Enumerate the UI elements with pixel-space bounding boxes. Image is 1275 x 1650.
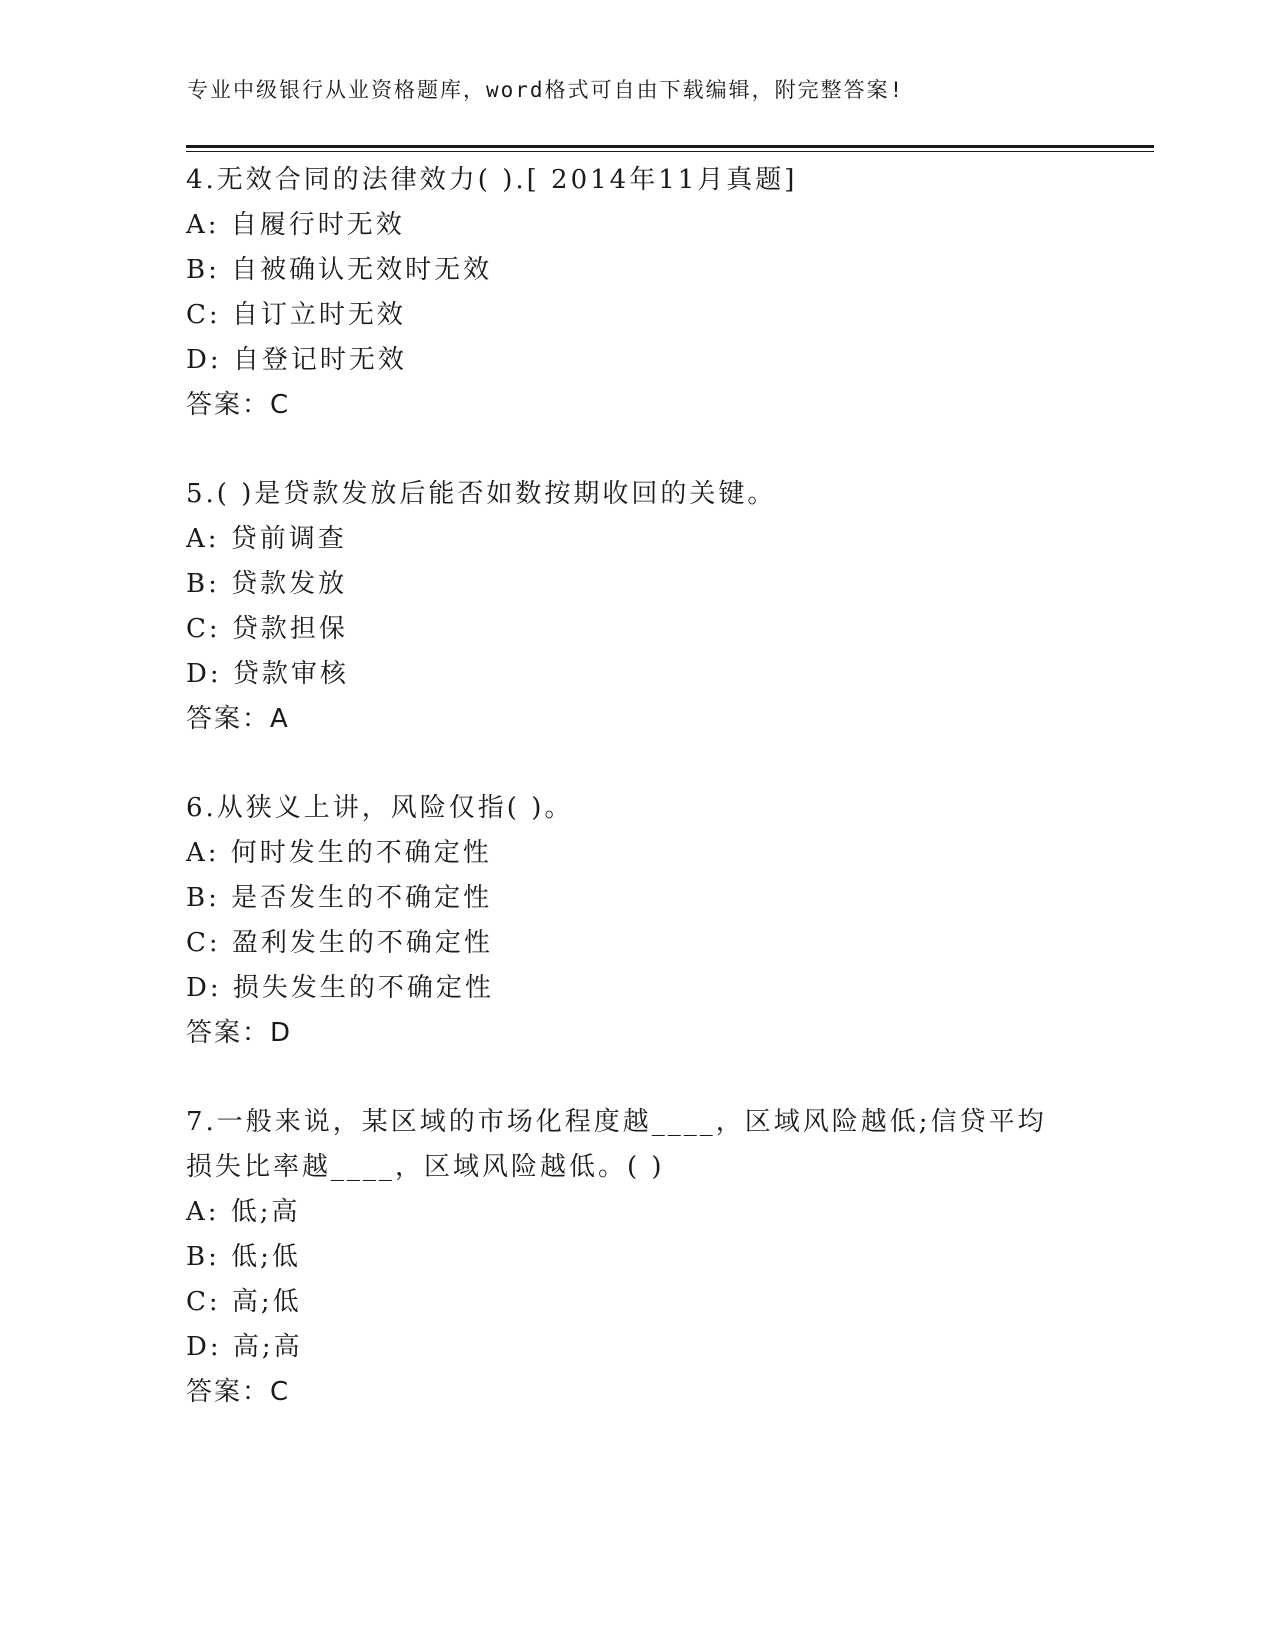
option-a: A: 自履行时无效 — [186, 210, 405, 240]
option-b: B: 贷款发放 — [186, 569, 348, 599]
question-title: 7.一般来说，某区域的市场化程度越____，区域风险越低;信贷平均损失比率越____，区域风险越低。( ) — [186, 1107, 1047, 1182]
question-list — [186, 158, 1086, 1459]
option-b: B: 自被确认无效时无效 — [186, 255, 493, 285]
header-text: 专业中级银行从业资格题库，word格式可自由下载编辑，附完整答案! — [187, 78, 905, 102]
question-item — [186, 158, 1086, 428]
answer-line: 答案：C — [186, 1377, 291, 1407]
option-d: D: 贷款审核 — [186, 659, 349, 689]
option-d: D: 高;高 — [186, 1332, 303, 1362]
header-rule-thick — [186, 145, 1154, 148]
option-d: D: 自登记时无效 — [186, 345, 407, 375]
option-a: A: 贷前调查 — [186, 524, 347, 554]
question-title: 5.( )是贷款发放后能否如数按期收回的关键。 — [186, 479, 777, 509]
answer-line: 答案：C — [186, 390, 291, 420]
answer-line: 答案：A — [186, 704, 290, 734]
option-a: A: 低;高 — [186, 1197, 301, 1227]
option-c: C: 盈利发生的不确定性 — [186, 928, 493, 958]
option-a: A: 何时发生的不确定性 — [186, 838, 492, 868]
option-b: B: 是否发生的不确定性 — [186, 883, 493, 913]
question-title: 6.从狭义上讲，风险仅指( )。 — [186, 793, 574, 823]
option-c: C: 贷款担保 — [186, 614, 348, 644]
question-item — [186, 472, 1086, 742]
answer-line: 答案：D — [186, 1018, 293, 1048]
header-rule-thin — [186, 151, 1154, 152]
question-title: 4.无效合同的法律效力( ).[ 2014年11月真题] — [186, 165, 798, 195]
question-item — [186, 786, 1086, 1056]
option-c: C: 高;低 — [186, 1287, 302, 1317]
option-b: B: 低;低 — [186, 1242, 301, 1272]
option-d: D: 损失发生的不确定性 — [186, 973, 494, 1003]
option-c: C: 自订立时无效 — [186, 300, 406, 330]
question-item — [186, 1100, 1086, 1415]
